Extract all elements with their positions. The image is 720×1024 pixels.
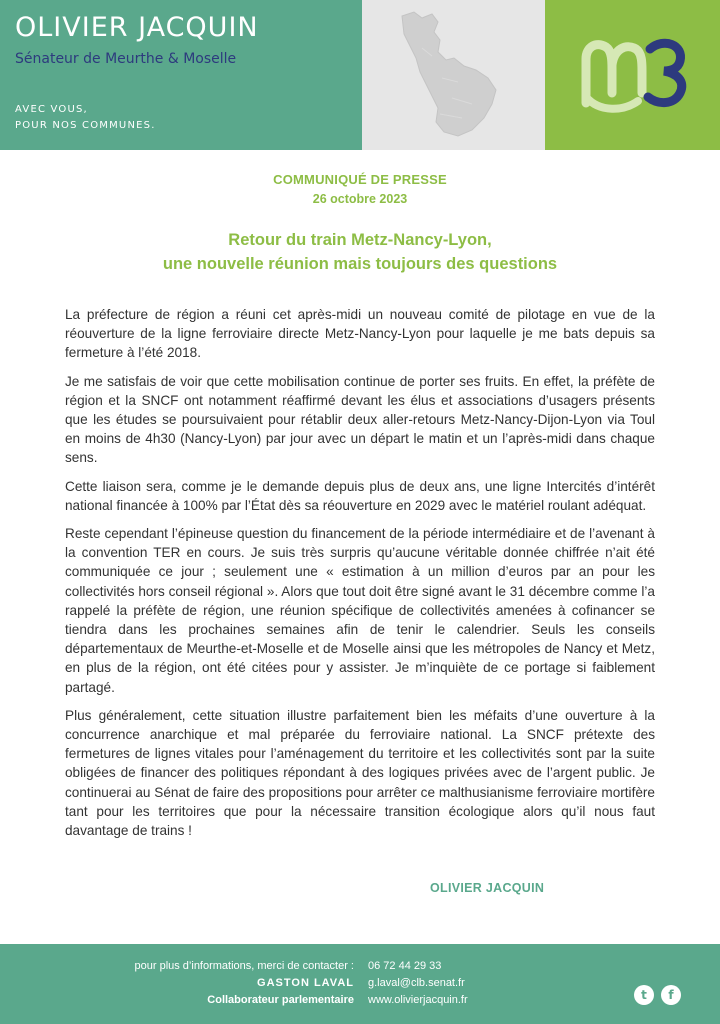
senat-logo-icon: [580, 35, 696, 115]
slogan: [15, 102, 255, 134]
contact-label: pour plus d’informations, merci de contacter :: [134, 960, 354, 972]
paragraph: Reste cependant l’épineuse question du financement de la période intermédiaire et de l’avenant à la convention TER en cours. Je suis très surpris qu’aucune véritable donnée chiffrée n’ait été communiquée ce jour ; seulement une « estimation à un million d’euros par an pour les collectivités hors conseil régional ». Alors que tout doit être signé avant le 31 décembre comme l’a rappelé la préfète de région, une réunion spécifique de collectivités amenées à cofinancer se tiendra dans les prochaines semaines afin de tenir le calendrier. Seuls les conseils départementaux de Meurthe-et-Moselle et de Moselle ainsi que les métropoles de Nancy et Metz, en plus de la région, ont été citées pour y assister. Je m’inquiète de ce portage si faiblement partagé.: [65, 526, 655, 695]
press-headline: [0, 228, 720, 276]
contact-name: GASTON LAVAL: [257, 977, 354, 989]
contact-role: Collaborateur parlementaire: [207, 994, 354, 1006]
twitter-icon[interactable]: t: [634, 985, 654, 1005]
paragraph: Je me satisfais de voir que cette mobilisation continue de porter ses fruits. En effet, la préfète de région et la SNCF ont notamment réaffirmé devant les élus et associations d’usagers présents que les études se poursuivaient pour rétablir deux aller-retours Metz-Nancy-Dijon-Lyon via Toul en moins de 4h30 (Nancy-Lyon) par jour avec un départ le matin et un l’après-midi dans chaque sens.: [65, 373, 655, 466]
senator-title: Sénateur de Meurthe & Moselle: [15, 51, 237, 67]
contact-email[interactable]: g.laval@clb.senat.fr: [368, 977, 465, 989]
website-link[interactable]: www.olivierjacquin.fr: [368, 994, 468, 1006]
headline-line-2: une nouvelle réunion mais toujours des questions: [162, 255, 558, 273]
slogan-line-1: AVEC VOUS,: [15, 104, 88, 115]
paragraph: Cette liaison sera, comme je le demande depuis plus de deux ans, une ligne Intercités d’intérêt national financée à 100% par l’État dès sa réouverture en 2029 avec le matériel roulant adéquat.: [65, 478, 655, 513]
contact-phone[interactable]: 06 72 44 29 33: [368, 960, 442, 972]
paragraph: La préfecture de région a réuni cet après-midi un nouveau comité de pilotage en vue de la réouverture de la ligne ferroviaire directe Metz-Nancy-Lyon pour laquelle je me bats depuis sa fermeture à l’été 2018.: [65, 307, 655, 361]
senator-name: OLIVIER JACQUIN: [15, 12, 259, 43]
contact-block: [135, 958, 355, 1009]
slogan-line-2: POUR NOS COMMUNES.: [15, 120, 156, 131]
press-body: [65, 305, 655, 849]
facebook-icon[interactable]: f: [661, 985, 681, 1005]
press-release-date: 26 octobre 2023: [312, 192, 408, 206]
press-release-label: COMMUNIQUÉ DE PRESSE: [273, 172, 447, 187]
signature: OLIVIER JACQUIN: [430, 881, 545, 895]
paragraph: Plus généralement, cette situation illustre parfaitement bien les méfaits d’une ouverture à la concurrence anarchique et mal préparée du ferroviaire national. La SNCF prétexte des fermetures de lignes vitales pour l’aménagement du territoire et les collectivités sont par la suite obligées de financer des politiques répondant à des logiques privées avec de l’argent public. Je continuerai au Sénat de faire des propositions pour arrêter ce malthusianisme ferroviaire mortifère tant pour les territoires que pour la nécessaire transition écologique alors qu’il nous faut davantage de trains !: [65, 707, 655, 839]
department-map-icon: [392, 8, 504, 144]
headline-line-1: Retour du train Metz-Nancy-Lyon,: [228, 231, 492, 249]
page-footer: [0, 944, 720, 1024]
page-header: [0, 0, 720, 150]
contact-details: [368, 958, 468, 1009]
